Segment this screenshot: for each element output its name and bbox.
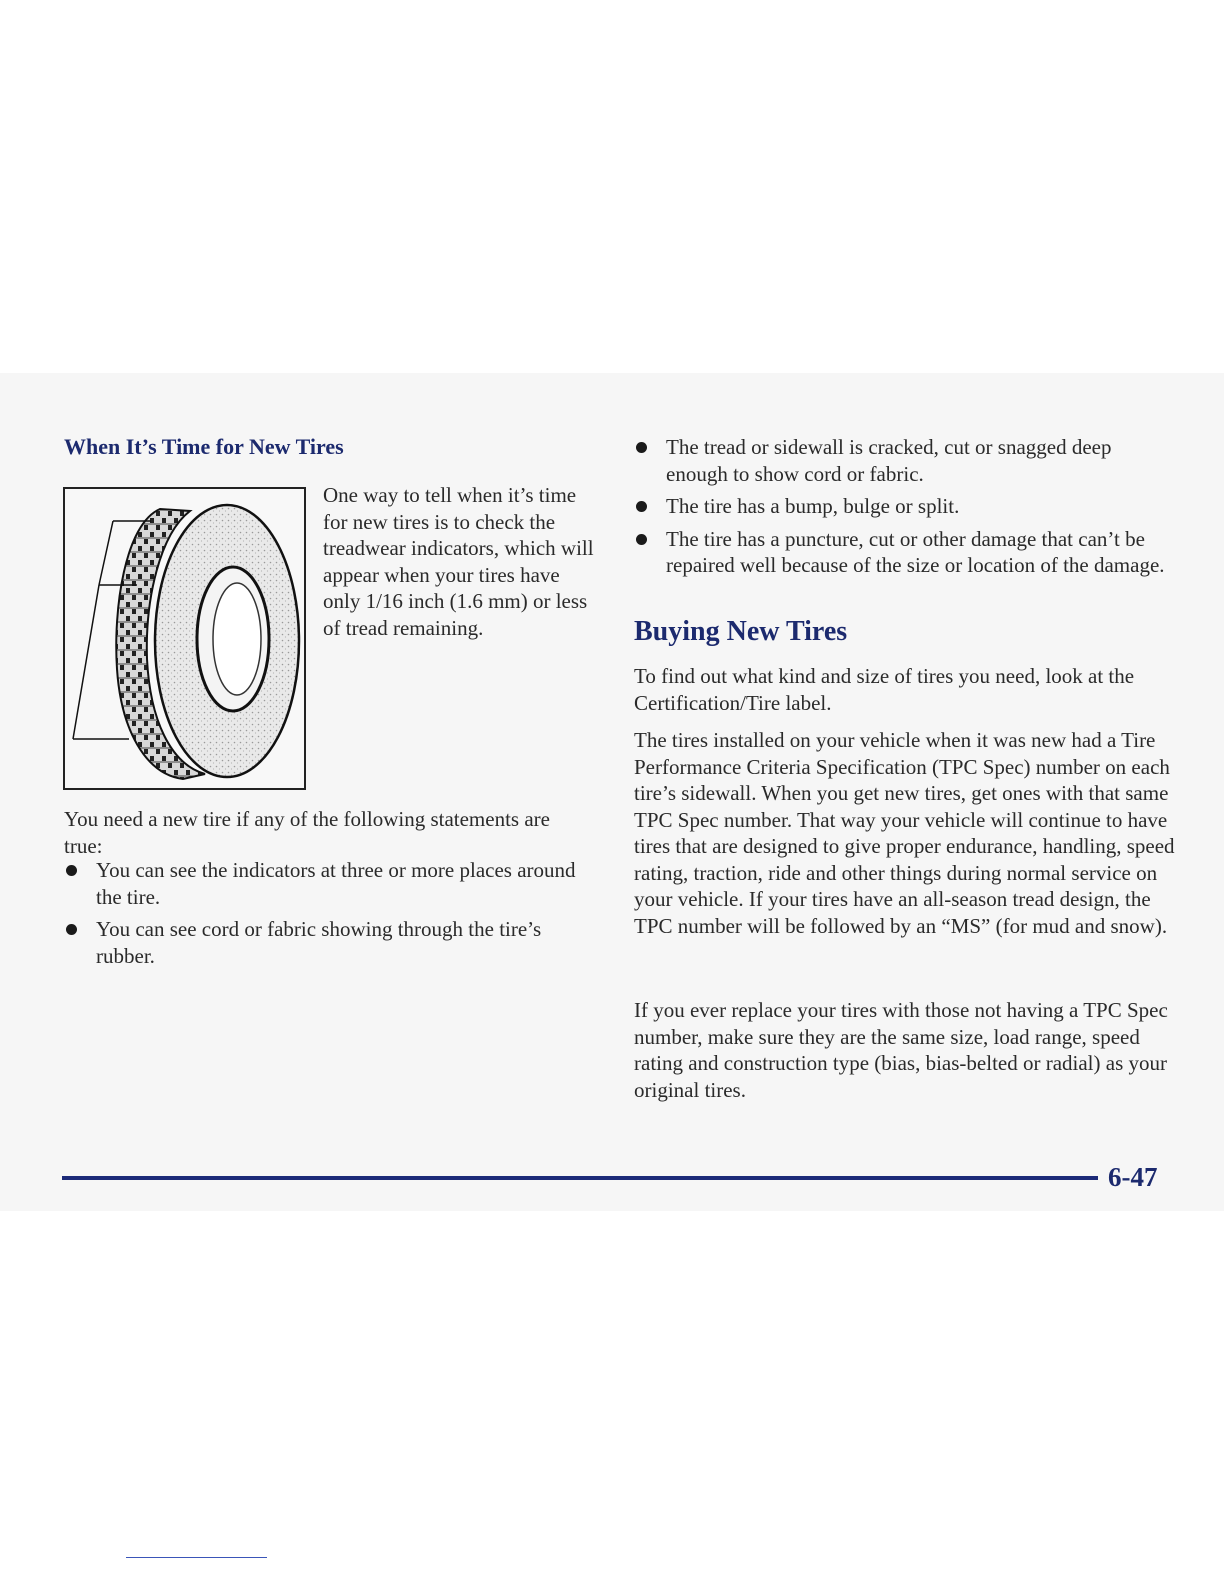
- bullet-icon: [636, 501, 647, 512]
- left-bullet-list: [64, 857, 584, 975]
- bullet-icon: [636, 442, 647, 453]
- subheading-new-tires: When It’s Time for New Tires: [64, 434, 344, 459]
- tire-icon: [65, 489, 304, 788]
- bullet-icon: [66, 924, 77, 935]
- bullet-icon: [636, 534, 647, 545]
- list-item: [634, 526, 1174, 579]
- tire-illustration: [63, 487, 306, 790]
- divider: [126, 1557, 267, 1558]
- need-new-tire-paragraph: You need a new tire if any of the following statements are true:: [64, 807, 550, 858]
- intro-paragraph: One way to tell when it’s time for new tires is to check the treadwear indicators, which will appear when your tires have only 1/16 inch (1.6 mm) or less of tread remaining.: [323, 483, 594, 640]
- bullet-icon: [66, 865, 77, 876]
- list-item-text: The tire has a puncture, cut or other damage that can’t be repaired well because of the size or location of the damage.: [666, 526, 1165, 577]
- list-item-text: The tread or sidewall is cracked, cut or snagged deep enough to show cord or fabric.: [666, 435, 1112, 486]
- paragraph-replacement: If you ever replace your tires with those not having a TPC Spec number, make sure they are the same size, load range, speed rating and construction type (bias, bias-belted or radial) as your original tires.: [634, 998, 1168, 1102]
- list-item: [634, 434, 1174, 487]
- right-bullet-list: [634, 434, 1174, 585]
- paragraph-tpc-spec: The tires installed on your vehicle when it was new had a Tire Performance Criteria Specification (TPC Spec) number on each tire’s sidewall. When you get new tires, get ones with that same TPC Spec number. That way your vehicle will continue to have tires that are designed to give proper endurance, handling, speed rating, traction, ride and other things during normal service on your vehicle. If your tires have an all-season tread design, the TPC number will be followed by an “MS” (for mud and snow).: [634, 728, 1175, 938]
- list-item: [64, 916, 584, 969]
- list-item: [64, 857, 584, 910]
- heading-buying-new-tires: Buying New Tires: [634, 616, 848, 647]
- page-number: 6-47: [1108, 1162, 1158, 1192]
- list-item: [634, 493, 1174, 520]
- footer-rule: [62, 1176, 1098, 1180]
- list-item-text: The tire has a bump, bulge or split.: [666, 494, 960, 518]
- list-item-text: You can see cord or fabric showing through the tire’s rubber.: [96, 917, 542, 968]
- list-item-text: You can see the indicators at three or more places around the tire.: [96, 858, 576, 909]
- paragraph-tire-label: To find out what kind and size of tires you need, look at the Certification/Tire label.: [634, 664, 1135, 715]
